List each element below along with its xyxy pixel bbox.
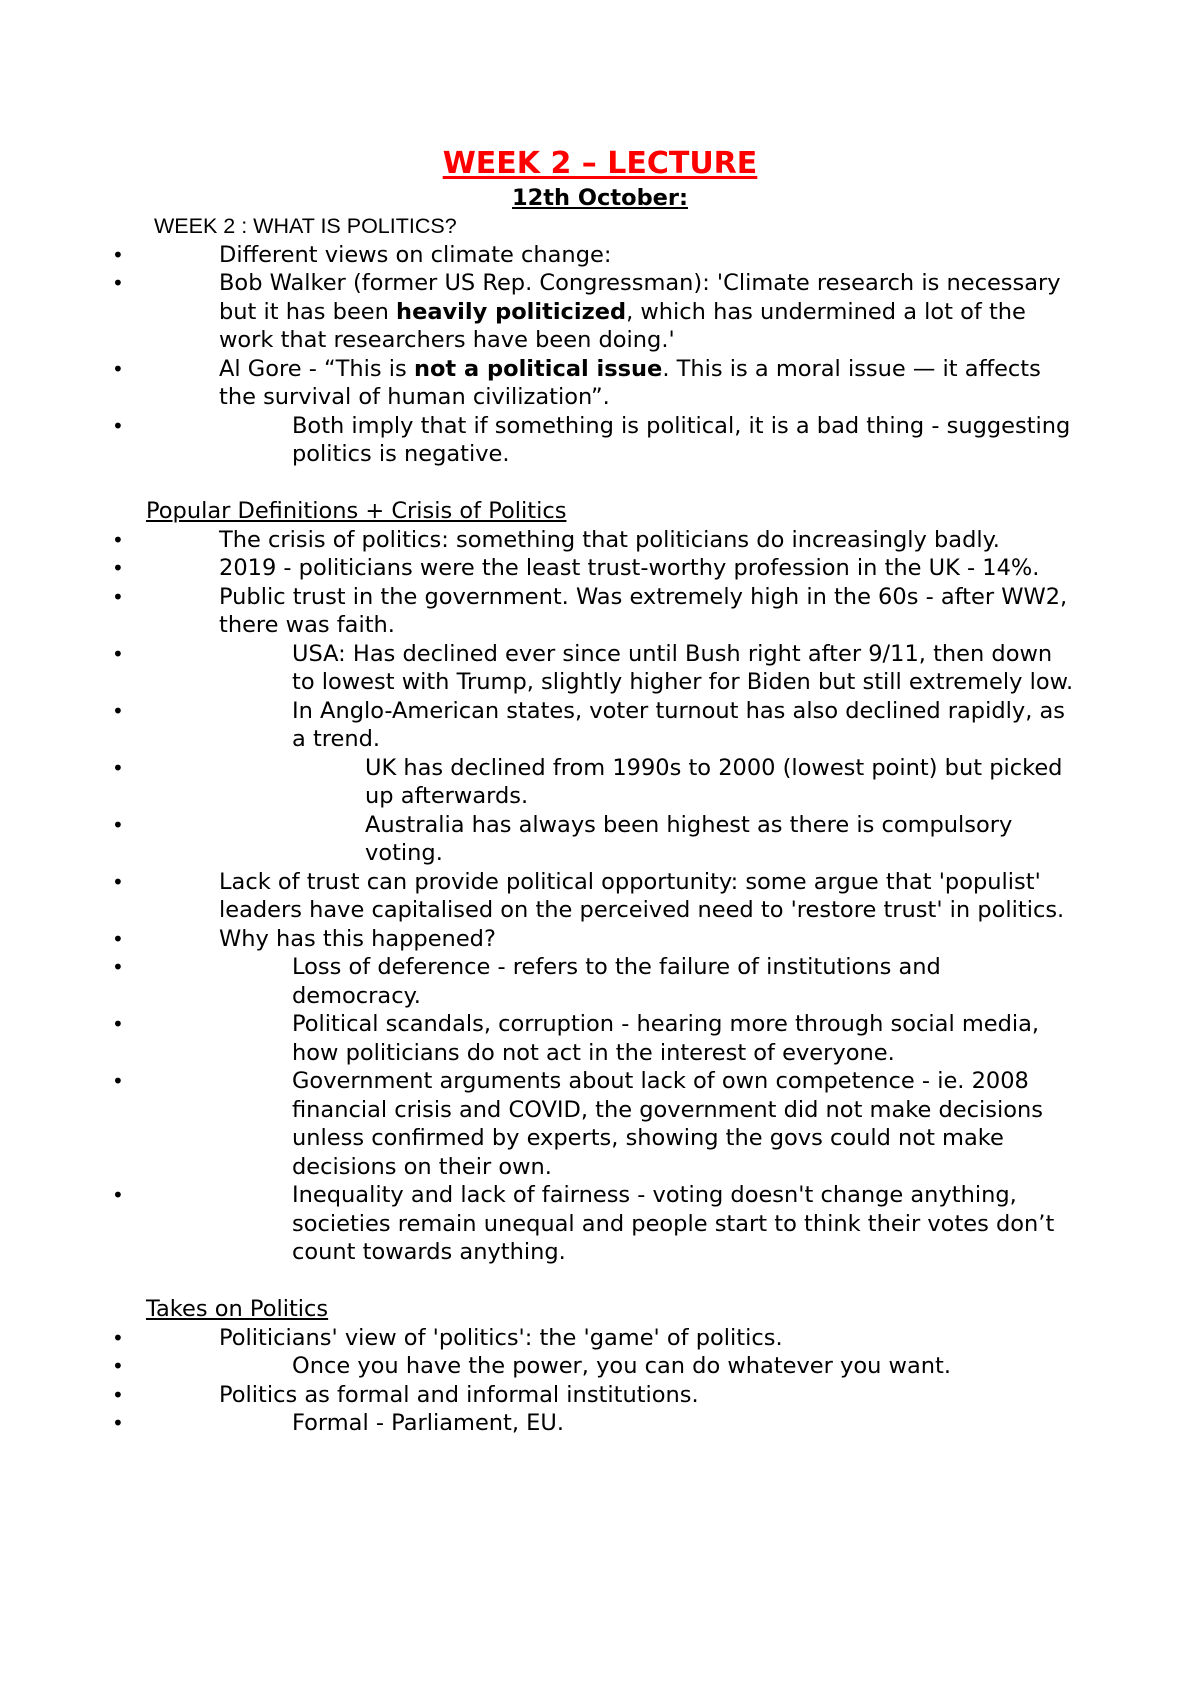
section-heading-crisis: Popular Definitions + Crisis of Politics — [146, 498, 567, 524]
list-item: • Politicians' view of 'politics': the 'game' of politics. — [146, 1324, 1076, 1353]
list-item: • Australia has always been highest as there is compulsory voting. — [146, 811, 1076, 868]
lecture-date: 12th October: — [511, 185, 689, 211]
list-item: • Formal - Parliament, EU. — [146, 1409, 1076, 1438]
list-item: • Why has this happened? — [146, 925, 1076, 954]
bold-phrase: heavily politicized — [396, 298, 627, 325]
list-item: • USA: Has declined ever since until Bush right after 9/11, then down to lowest with Trump, slightly higher for Biden but still extremely low. — [146, 640, 1076, 697]
list-item: • Politics as formal and informal institutions. — [146, 1381, 1076, 1410]
list-item: • Bob Walker (former US Rep. Congressman): 'Climate research is necessary but it has been heavily politicized, which has undermined a lot of the work that researchers have been doing.' — [146, 269, 1076, 355]
list-item: • Loss of deference - refers to the failure of institutions and democracy. — [146, 953, 1076, 1010]
document-body — [146, 212, 1076, 1438]
list-item: • Once you have the power, you can do whatever you want. — [146, 1352, 1076, 1381]
intro-list — [146, 241, 1076, 469]
crisis-list — [146, 526, 1076, 1267]
takes-list — [146, 1324, 1076, 1438]
list-item: • Al Gore - “This is not a political issue. This is a moral issue — it affects the survival of human civilization”. — [146, 355, 1076, 412]
list-item: • The crisis of politics: something that politicians do increasingly badly. — [146, 526, 1076, 555]
list-item: • Inequality and lack of fairness - voting doesn't change anything, societies remain unequal and people start to think their votes don’t count towards anything. — [146, 1181, 1076, 1267]
list-item: • UK has declined from 1990s to 2000 (lowest point) but picked up afterwards. — [146, 754, 1076, 811]
week-subtitle: WEEK 2 : WHAT IS POLITICS? — [154, 214, 457, 238]
list-item: • In Anglo-American states, voter turnout has also declined rapidly, as a trend. — [146, 697, 1076, 754]
bold-phrase: not a political issue — [413, 355, 663, 382]
document-title: WEEK 2 – LECTURE — [442, 146, 758, 181]
list-item: • Different views on climate change: — [146, 241, 1076, 270]
list-item: • Government arguments about lack of own competence - ie. 2008 financial crisis and COVID, the government did not make decisions unless confirmed by experts, showing the govs could not make decisions on their own. — [146, 1067, 1076, 1181]
list-item: • Lack of trust can provide political opportunity: some argue that 'populist' leaders have capitalised on the perceived need to 'restore trust' in politics. — [146, 868, 1076, 925]
section-heading-takes: Takes on Politics — [146, 1296, 329, 1322]
list-item: • 2019 - politicians were the least trust-worthy profession in the UK - 14%. — [146, 554, 1076, 583]
list-item: • Both imply that if something is political, it is a bad thing - suggesting politics is negative. — [146, 412, 1076, 469]
list-item: • Political scandals, corruption - hearing more through social media, how politicians do not act in the interest of everyone. — [146, 1010, 1076, 1067]
list-item: • Public trust in the government. Was extremely high in the 60s - after WW2, there was faith. — [146, 583, 1076, 640]
